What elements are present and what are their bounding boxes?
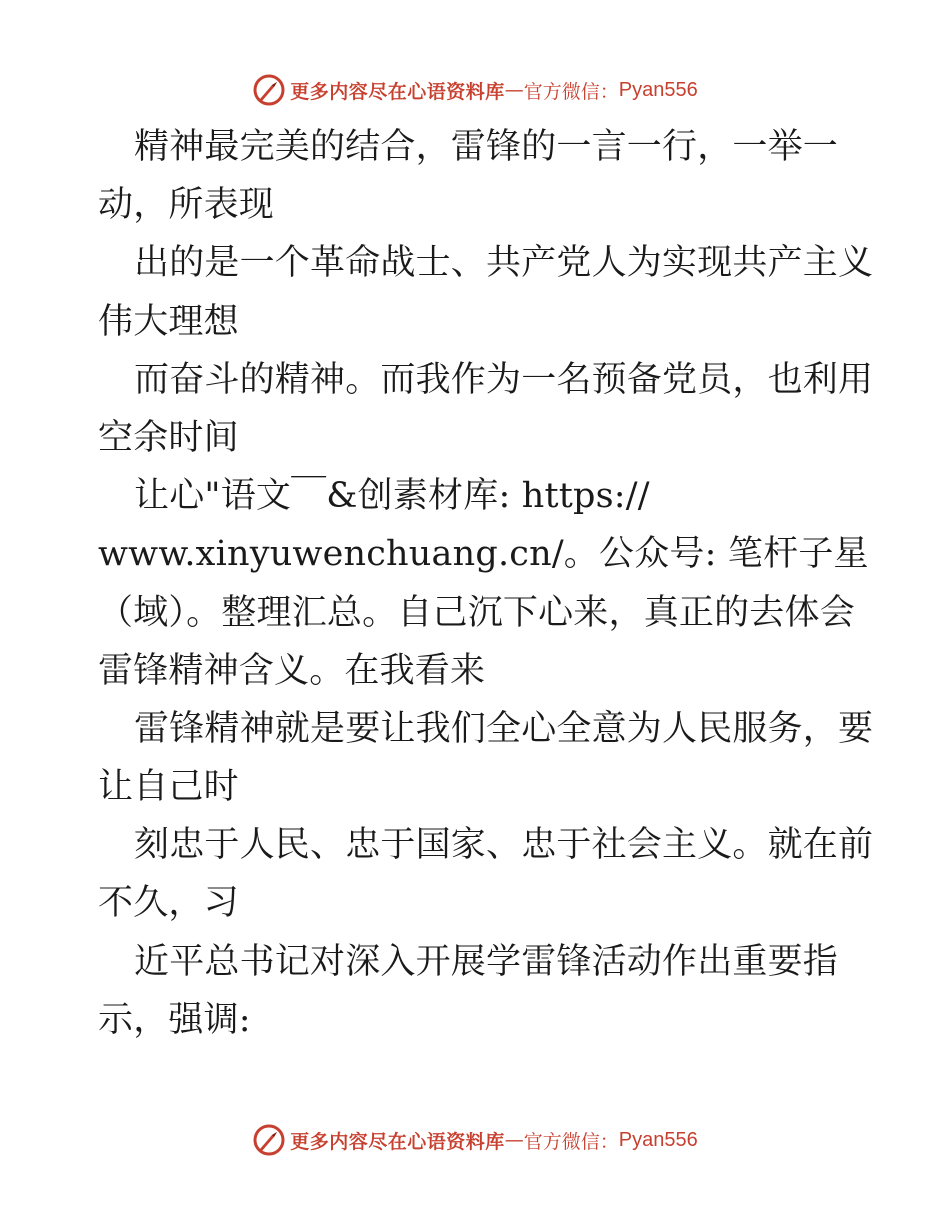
text-line: 动，所表现 bbox=[98, 185, 275, 226]
text-line: 雷锋精神含义。在我看来 bbox=[98, 650, 486, 691]
text-line: （域）。整理汇总。自己沉下心来，真正的去体会 bbox=[98, 592, 855, 633]
banner-wechat-id: Pyan556 bbox=[618, 78, 698, 101]
text-line: 出的是一个革命战士、共产党人为实现共产主义 bbox=[134, 243, 874, 284]
text-line: 伟大理想 bbox=[98, 301, 239, 342]
text-line: 精神最完美的结合，雷锋的一言一行，一举一 bbox=[134, 127, 839, 167]
banner-dash: — bbox=[504, 79, 524, 101]
banner-wechat-id: Pyan556 bbox=[618, 1128, 698, 1151]
text-line: 让自己时 bbox=[98, 767, 239, 808]
text-line: 雷锋精神就是要让我们全心全意为人民服务，要 bbox=[134, 708, 874, 749]
banner-wechat-label: 官方微信： bbox=[523, 80, 619, 103]
footer-banner bbox=[0, 1120, 950, 1160]
banner-text: 更多内容尽在心语资料库 bbox=[290, 80, 505, 103]
banner-dash: — bbox=[504, 1129, 524, 1151]
text-line: 刻忠于人民、忠于国家、忠于社会主义。就在前 bbox=[134, 825, 874, 866]
text-line: 空余时间 bbox=[98, 417, 239, 458]
banner-wechat-label: 官方微信： bbox=[523, 1130, 619, 1153]
fountain-pen-logo-icon bbox=[252, 1123, 286, 1157]
text-line: 不久，习 bbox=[98, 883, 239, 924]
text-line: www.xinyuwenchuang.cn/。公众号: 笔杆子星 bbox=[98, 534, 869, 575]
document-body bbox=[98, 118, 874, 1049]
text-line: 让心"语文￣&创素材库: https:// bbox=[134, 476, 650, 517]
fountain-pen-logo-icon bbox=[252, 73, 286, 107]
text-line: 示，强调: bbox=[98, 999, 251, 1040]
text-line: 近平总书记对深入开展学雷锋活动作出重要指 bbox=[134, 941, 839, 982]
header-banner bbox=[0, 70, 950, 110]
text-line: 而奋斗的精神。而我作为一名预备党员，也利用 bbox=[134, 359, 874, 400]
banner-text: 更多内容尽在心语资料库 bbox=[290, 1130, 505, 1153]
